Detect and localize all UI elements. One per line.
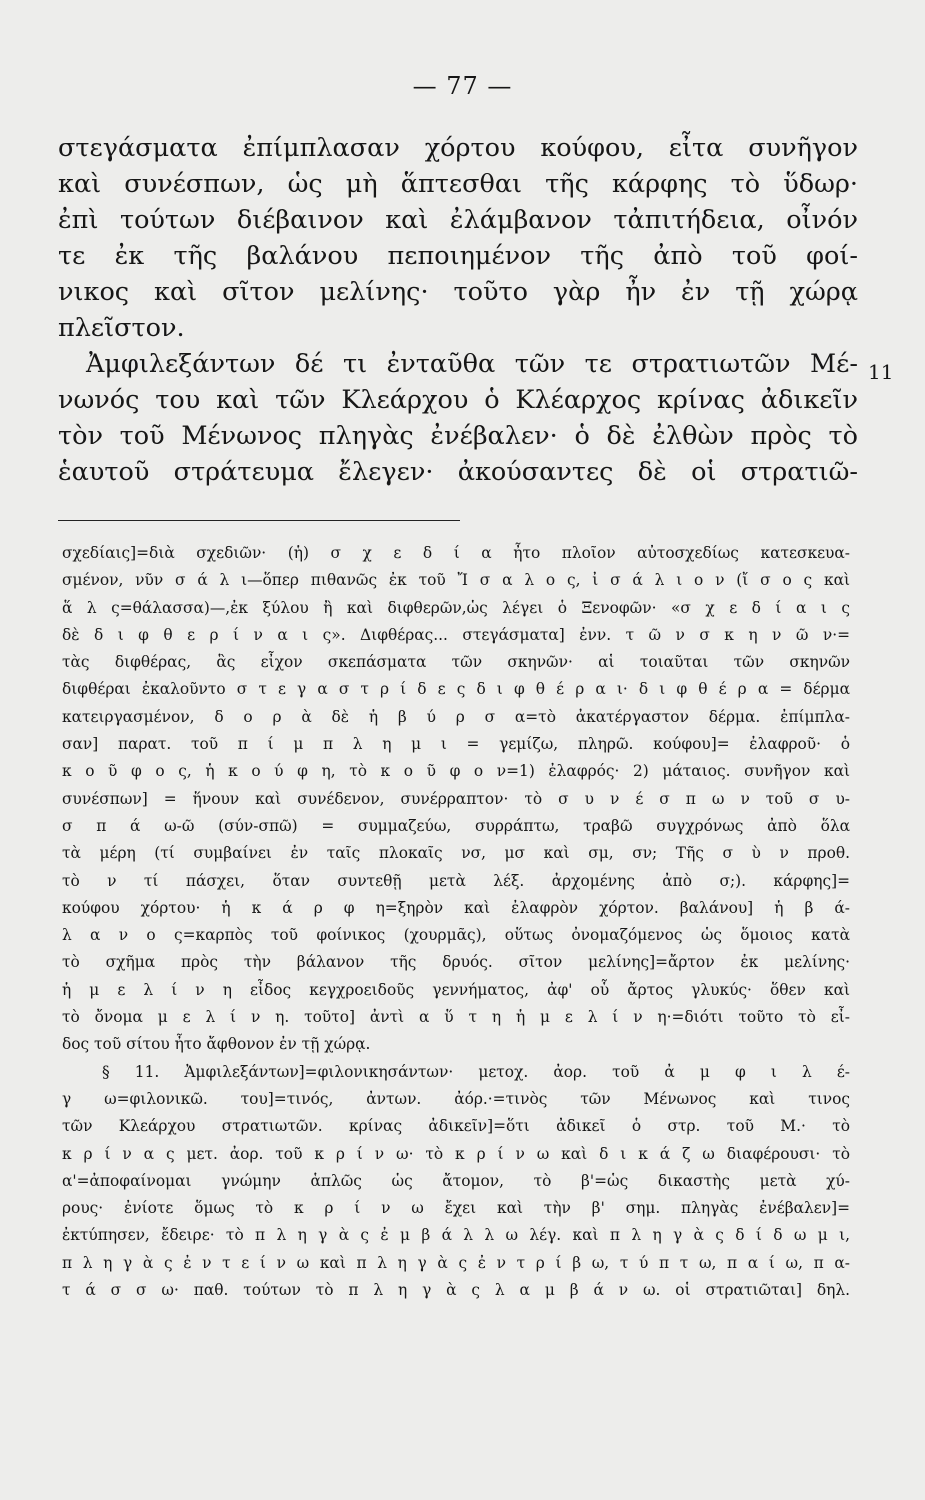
note-line: κ ρ ί ν α ς μετ. ἀορ. τοῦ κ ρ ί ν ω· τὸ κ ρ ί ν ω καὶ δ ι κ ά ζ ω διαφέρουσι· τὸ <box>62 1144 850 1163</box>
main-line: τὸν τοῦ Μένωνος πληγὰς ἐνέβαλεν· ὁ δὲ ἐλθὼν πρὸς τὸ <box>58 421 858 451</box>
main-line: Ἀμφιλεξάντων δέ τι ἐνταῦθα τῶν τε στρατιωτῶν Μέ- <box>86 349 858 379</box>
main-line: καὶ συνέσπων, ὡς μὴ ἅπτεσθαι τῆς κάρφης τὸ ὕδωρ· <box>58 169 858 199</box>
commentary-notes <box>62 540 850 1304</box>
note-line: συνέσπων] = ἥνουν καὶ συνέδενον, συνέρραπτον· τὸ σ υ ν έ σ π ω ν τοῦ σ υ- <box>62 789 850 808</box>
note-line: ἅ λ ς=θάλασσα)—,ἐκ ξύλου ἢ καὶ διφθερῶν,ὡς λέγει ὁ Ξενοφῶν· «σ χ ε δ ί α ι ς <box>62 598 850 617</box>
note-line: δος τοῦ σίτου ἦτο ἄφθονον ἐν τῇ χώρᾳ. <box>62 1035 371 1054</box>
main-line: ἑαυτοῦ στράτευμα ἔλεγεν· ἀκούσαντες δὲ οἱ στρατιῶ- <box>58 457 858 487</box>
note-line: δὲ δ ι φ θ ε ρ ί ν α ι ς». Διφθέρας... στεγάσματα] ἐνν. τ ῶ ν σ κ η ν ῶ ν·= <box>62 625 850 644</box>
footnote-divider <box>58 520 460 521</box>
main-line: νικος καὶ σῖτον μελίνης· τοῦτο γὰρ ἦν ἐν τῇ χώρᾳ <box>58 277 858 307</box>
note-line: κ ο ῦ φ ο ς, ἡ κ ο ύ φ η, τὸ κ ο ῦ φ ο ν=1) ἐλαφρός· 2) μάταιος. συνῆγον καὶ <box>62 762 850 781</box>
main-line: ἐπὶ τούτων διέβαινον καὶ ἐλάμβανον τἀπιτήδεια, οἶνόν <box>58 205 858 235</box>
note-line: σχεδίαις]=διὰ σχεδιῶν· (ἡ) σ χ ε δ ί α ἦτο πλοῖον αὐτοσχεδίως κατεσκευα- <box>62 544 850 562</box>
note-line: λ α ν ο ς=καρπὸς τοῦ φοίνικος (χουρμᾶς), οὕτως ὀνομαζόμενος ὡς ὅμοιος κατὰ <box>62 926 850 945</box>
note-line: α'=ἀποφαίνομαι γνώμην ἁπλῶς ὡς ἄτομον, τὸ β'=ὡς δικαστὴς μετὰ χύ- <box>62 1171 850 1190</box>
note-line: σμένον, νῦν σ ά λ ι—ὅπερ πιθανῶς ἐκ τοῦ Ἴ σ α λ ο ς, ἰ σ ά λ ι ο ν (ἴ σ ο ς καὶ <box>62 571 850 590</box>
main-line: πλεῖστον. <box>58 313 185 343</box>
main-text <box>58 130 858 490</box>
main-line: στεγάσματα ἐπίμπλασαν χόρτου κούφου, εἶτα συνῆγον <box>58 133 858 163</box>
note-line: ἡ μ ε λ ί ν η εἶδος κεγχροειδοῦς γεννήματος, ἀφ' οὗ ἄρτος γλυκύς· ὅθεν καὶ <box>62 980 850 999</box>
note-line: ρους· ἐνίοτε ὅμως τὸ κ ρ ί ν ω ἔχει καὶ τὴν β' σημ. πληγὰς ἐνέβαλεν]= <box>62 1199 850 1218</box>
note-line: τὰς διφθέρας, ἃς εἶχον σκεπάσματα τῶν σκηνῶν· αἱ τοιαῦται τῶν σκηνῶν <box>62 653 850 672</box>
note-line: τὸ ὄνομα μ ε λ ί ν η. τοῦτο] ἀντὶ α ὕ τ η ἡ μ ε λ ί ν η·=διότι τοῦτο τὸ εἶ- <box>62 1008 850 1027</box>
note-line: τὰ μέρη (τί συμβαίνει ἐν ταῖς πλοκαῖς νσ, μσ καὶ σμ, σν; Τῆς σ ὺ ν προθ. <box>62 844 850 863</box>
page-number: — 77 — <box>412 72 513 100</box>
note-line: τὸ σχῆμα πρὸς τὴν βάλανον τῆς δρυός. σῖτον μελίνης]=ἄρτον ἐκ μελίνης· <box>62 953 850 972</box>
note-line: γ ω=φιλονικῶ. του]=τινός, ἀντων. ἀόρ.·=τινὸς τῶν Μένωνος καὶ τινος <box>62 1089 850 1108</box>
note-line: σαν] παρατ. τοῦ π ί μ π λ η μ ι = γεμίζω, πληρῶ. κούφου]= ἐλαφροῦ· ὁ <box>62 735 850 754</box>
note-line: κούφου χόρτου· ἡ κ ά ρ φ η=ξηρὸν καὶ ἐλαφρὸν χόρτον. βαλάνου] ἡ β ά- <box>62 898 850 917</box>
note-line: κατειργασμένον, δ ο ρ ὰ δὲ ἡ β ύ ρ σ α=τὸ ἀκατέργαστον δέρμα. ἐπίμπλα- <box>62 707 850 726</box>
margin-section-number: 11 <box>868 360 894 384</box>
main-line: τε ἐκ τῆς βαλάνου πεποιημένον τῆς ἀπὸ τοῦ φοί- <box>58 241 858 271</box>
main-line: νωνός του καὶ τῶν Κλεάρχου ὁ Κλέαρχος κρίνας ἀδικεῖν <box>58 385 858 415</box>
note-line: ἐκτύπησεν, ἔδειρε· τὸ π λ η γ ὰ ς ἐ μ β ά λ λ ω λέγ. καὶ π λ η γ ὰ ς δ ί δ ω μ ι, <box>62 1226 850 1245</box>
note-line: τὸ ν τί πάσχει, ὅταν συντεθῇ μετὰ λέξ. ἀρχομένης ἀπὸ σ;). κάρφης]= <box>62 871 850 890</box>
note-line: διφθέραι ἐκαλοῦντο σ τ ε γ α σ τ ρ ί δ ε ς δ ι φ θ έ ρ α ι· δ ι φ θ έ ρ α = δέρμα <box>62 680 850 699</box>
note-line: § 11. Ἀμφιλεξάντων]=φιλονικησάντων· μετοχ. ἀορ. τοῦ ἀ μ φ ι λ έ- <box>102 1062 850 1081</box>
note-line: τ ά σ σ ω· παθ. τούτων τὸ π λ η γ ὰ ς λ α μ β ά ν ω. οἱ στρατιῶται] δηλ. <box>62 1281 850 1300</box>
note-line: τῶν Κλεάρχου στρατιωτῶν. κρίνας ἀδικεῖν]=ὅτι ἀδικεῖ ὁ στρ. τοῦ Μ.· τὸ <box>62 1117 850 1136</box>
note-line: π λ η γ ὰ ς ἐ ν τ ε ί ν ω καὶ π λ η γ ὰ ς ἐ ν τ ρ ί β ω, τ ύ π τ ω, π α ί ω, π α- <box>62 1253 850 1272</box>
note-line: σ π ά ω-ῶ (σύν-σπῶ) = συμμαζεύω, συρράπτω, τραβῶ συγχρόνως ἀπὸ ὅλα <box>62 816 850 835</box>
